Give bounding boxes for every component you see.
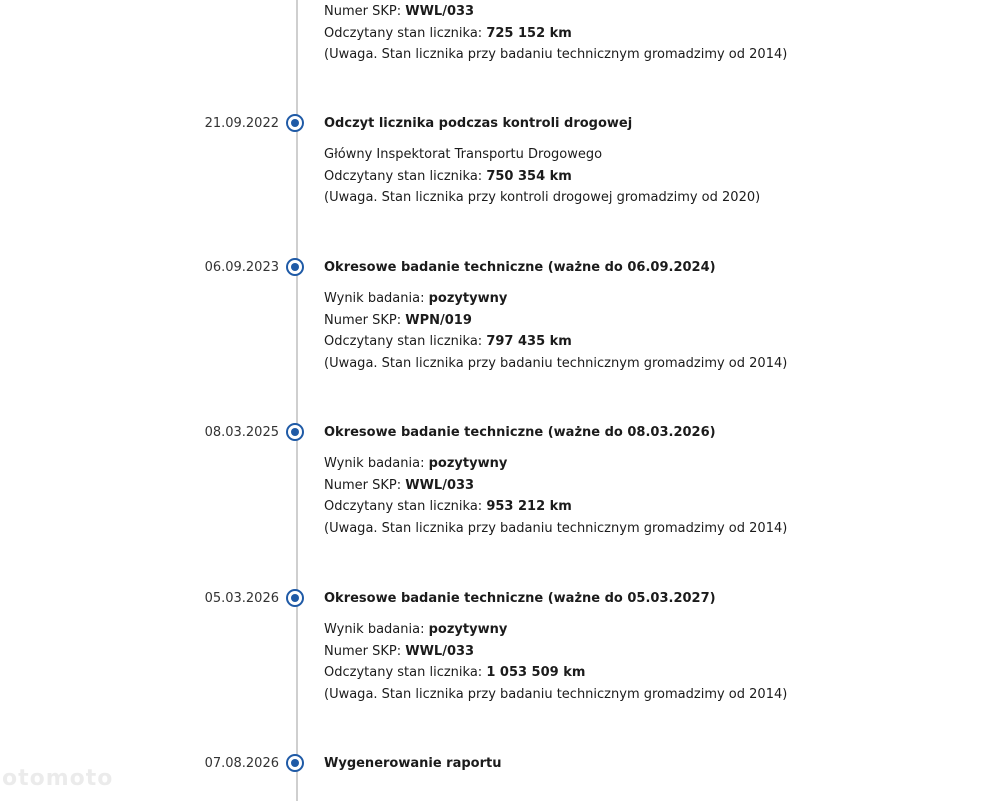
inspection-result xyxy=(324,453,964,475)
odometer-label: Odczytany stan licznika: xyxy=(324,25,483,41)
previous-event-details xyxy=(324,1,787,66)
timeline-marker-icon xyxy=(286,589,304,607)
skp-value: WWL/033 xyxy=(405,4,475,19)
inspection-result xyxy=(324,288,964,310)
skp-number xyxy=(324,475,964,497)
odometer-reading xyxy=(324,662,964,684)
timeline-marker-icon xyxy=(286,754,304,772)
timeline-marker-icon xyxy=(286,114,304,132)
event-body xyxy=(324,423,964,539)
inspection-result xyxy=(324,619,964,641)
odometer-value: 725 152 km xyxy=(486,25,572,41)
result-label: Wynik badania: xyxy=(324,456,425,471)
odometer-value: 797 435 km xyxy=(486,334,572,349)
odometer-reading xyxy=(324,166,964,188)
skp-label: Numer SKP: xyxy=(324,643,402,659)
odometer-reading xyxy=(324,23,787,45)
odometer-reading xyxy=(324,496,964,518)
event-title: Wygenerowanie raportu xyxy=(324,756,502,771)
result-label: Wynik badania: xyxy=(324,622,425,637)
event-date: 06.09.2023 xyxy=(204,260,279,275)
result-value: pozytywny xyxy=(428,291,508,306)
odometer-value: 750 354 km xyxy=(486,168,572,184)
event-body xyxy=(324,589,964,705)
skp-value: WWL/033 xyxy=(405,477,475,493)
event-date: 07.08.2026 xyxy=(204,756,279,771)
skp-value: WPN/019 xyxy=(405,312,472,328)
timeline-marker-icon xyxy=(286,423,304,441)
odometer-value: 1 053 509 km xyxy=(486,665,586,680)
skp-number xyxy=(324,310,964,332)
event-date: 21.09.2022 xyxy=(204,116,279,131)
odometer-label: Odczytany stan licznika: xyxy=(324,334,483,349)
skp-label: Numer SKP: xyxy=(324,4,402,19)
odometer-value: 953 212 km xyxy=(486,499,572,514)
event-title: Okresowe badanie techniczne (ważne do 08.03.2026) xyxy=(324,425,716,440)
result-value: pozytywny xyxy=(428,622,508,637)
odometer-note: (Uwaga. Stan licznika przy badaniu technicznym gromadzimy od 2014) xyxy=(324,355,788,371)
result-label: Wynik badania: xyxy=(324,291,425,306)
event-body xyxy=(324,258,964,374)
odometer-label: Odczytany stan licznika: xyxy=(324,665,483,680)
event-title: Okresowe badanie techniczne (ważne do 06.09.2024) xyxy=(324,260,716,275)
event-date: 05.03.2026 xyxy=(204,591,279,606)
watermark-logo: otomoto xyxy=(2,766,114,791)
event-title: Odczyt licznika podczas kontroli drogowej xyxy=(324,116,633,131)
odometer-label: Odczytany stan licznika: xyxy=(324,499,483,514)
skp-number xyxy=(324,641,964,663)
result-value: pozytywny xyxy=(428,456,508,471)
skp-number xyxy=(324,1,787,23)
event-body xyxy=(324,114,964,209)
skp-label: Numer SKP: xyxy=(324,477,402,493)
event-title: Okresowe badanie techniczne (ważne do 05.03.2027) xyxy=(324,591,716,606)
timeline-marker-icon xyxy=(286,258,304,276)
odometer-note: (Uwaga. Stan licznika przy kontroli drogowej gromadzimy od 2020) xyxy=(324,190,761,205)
event-body xyxy=(324,754,964,784)
odometer-note: (Uwaga. Stan licznika przy badaniu technicznym gromadzimy od 2014) xyxy=(324,520,788,536)
odometer-note: (Uwaga. Stan licznika przy badaniu technicznym gromadzimy od 2014) xyxy=(324,686,788,702)
authority-name: Główny Inspektorat Transportu Drogowego xyxy=(324,147,603,162)
odometer-reading xyxy=(324,331,964,353)
skp-label: Numer SKP: xyxy=(324,312,402,328)
skp-value: WWL/033 xyxy=(405,643,475,659)
event-date: 08.03.2025 xyxy=(204,425,279,440)
odometer-note: (Uwaga. Stan licznika przy badaniu technicznym gromadzimy od 2014) xyxy=(324,47,788,62)
odometer-label: Odczytany stan licznika: xyxy=(324,168,483,184)
